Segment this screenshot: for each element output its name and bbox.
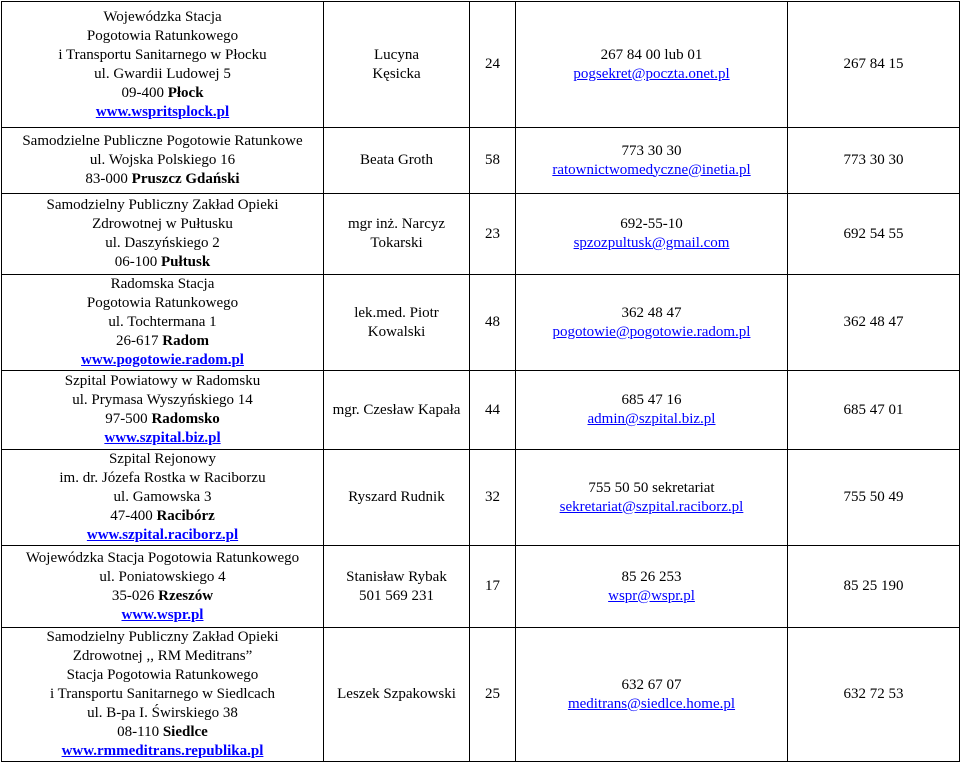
institution-line: ul. Gamowska 3 bbox=[113, 489, 212, 505]
institution-line: ul. Wojska Polskiego 16 bbox=[89, 152, 236, 168]
postal-code: 83-000 bbox=[85, 171, 128, 187]
phone-number: 362 48 47 bbox=[621, 304, 682, 321]
institution-line: im. dr. Józefa Rostka w Raciborzu bbox=[59, 470, 266, 486]
director-line: Kowalski bbox=[367, 323, 426, 340]
institution-cell bbox=[2, 275, 324, 371]
institution-cell bbox=[2, 2, 324, 128]
institution-line: ul. Gwardii Ludowej 5 bbox=[94, 65, 231, 82]
email-link[interactable]: meditrans@siedlce.home.pl bbox=[567, 695, 736, 712]
ambulance-stations-table bbox=[1, 1, 960, 762]
phone-number: 632 67 07 bbox=[621, 676, 682, 693]
contact-cell bbox=[516, 194, 788, 275]
phone-number: 267 84 00 lub 01 bbox=[600, 46, 703, 63]
postal-code: 09-400 bbox=[121, 84, 164, 101]
contact-cell bbox=[516, 2, 788, 128]
postal-city bbox=[5, 253, 320, 272]
count-cell: 25 bbox=[470, 628, 516, 762]
postal-code: 35-026 bbox=[111, 587, 155, 604]
postal-code: 47-400 bbox=[110, 508, 153, 524]
contact-cell bbox=[516, 628, 788, 762]
institution-line: Szpital Powiatowy w Radomsku bbox=[64, 373, 261, 389]
institution-line: Samodzielny Publiczny Zakład Opieki bbox=[46, 197, 279, 213]
city-name: Siedlce bbox=[162, 724, 208, 740]
postal-code: 06-100 bbox=[114, 254, 158, 270]
table-row bbox=[2, 628, 960, 762]
contact-cell bbox=[516, 371, 788, 450]
table-row bbox=[2, 194, 960, 275]
institution-cell bbox=[2, 128, 324, 194]
director-cell bbox=[324, 275, 470, 371]
director-cell bbox=[324, 450, 470, 546]
email-link[interactable]: pogsekret@poczta.onet.pl bbox=[573, 65, 730, 82]
director-line: Kęsicka bbox=[372, 65, 421, 82]
director-line: Ryszard Rudnik bbox=[348, 489, 445, 505]
phone-number: 692-55-10 bbox=[620, 216, 683, 232]
count-cell: 44 bbox=[470, 371, 516, 450]
table-row bbox=[2, 275, 960, 371]
postal-code: 26-617 bbox=[116, 333, 159, 349]
director-cell bbox=[324, 2, 470, 128]
director-cell bbox=[324, 546, 470, 628]
institution-line: ul. Tochtermana 1 bbox=[108, 314, 217, 330]
fax-cell: 692 54 55 bbox=[788, 194, 960, 275]
institution-line: Pogotowia Ratunkowego bbox=[86, 27, 239, 44]
contact-cell bbox=[516, 275, 788, 371]
director-cell bbox=[324, 194, 470, 275]
postal-city bbox=[5, 723, 320, 742]
institution-cell bbox=[2, 450, 324, 546]
fax-cell: 773 30 30 bbox=[788, 128, 960, 194]
institution-line: Samodzielny Publiczny Zakład Opieki bbox=[46, 629, 279, 645]
fax-cell: 755 50 49 bbox=[788, 450, 960, 546]
contact-cell bbox=[516, 450, 788, 546]
institution-cell bbox=[2, 546, 324, 628]
contact-cell bbox=[516, 128, 788, 194]
director-line: Beata Groth bbox=[360, 152, 433, 168]
director-line: mgr. Czesław Kapała bbox=[332, 401, 461, 418]
institution-line: ul. Prymasa Wyszyńskiego 14 bbox=[72, 392, 253, 408]
postal-city bbox=[5, 84, 320, 103]
website-link[interactable]: www.szpital.raciborz.pl bbox=[86, 527, 239, 543]
website-link[interactable]: www.szpital.biz.pl bbox=[104, 430, 221, 446]
director-line: Stanisław Rybak bbox=[346, 568, 447, 585]
institution-line: Stacja Pogotowia Ratunkowego bbox=[66, 667, 259, 683]
phone-number: 755 50 50 sekretariat bbox=[588, 479, 715, 496]
institution-line: ul. Daszyńskiego 2 bbox=[105, 235, 220, 251]
city-name: Pułtusk bbox=[161, 254, 211, 270]
director-line: 501 569 231 bbox=[359, 587, 434, 604]
director-cell bbox=[324, 628, 470, 762]
city-name: Pruszcz Gdański bbox=[131, 171, 240, 187]
count-cell: 23 bbox=[470, 194, 516, 275]
institution-line: i Transportu Sanitarnego w Siedlcach bbox=[50, 686, 275, 702]
fax-cell: 85 25 190 bbox=[788, 546, 960, 628]
institution-line: ul. B-pa I. Świrskiego 38 bbox=[87, 705, 238, 721]
count-cell: 24 bbox=[470, 2, 516, 128]
institution-line: Zdrowotnej ,, RM Meditrans” bbox=[72, 648, 253, 664]
institution-line: Szpital Rejonowy bbox=[108, 451, 217, 467]
table-row bbox=[2, 128, 960, 194]
count-cell: 48 bbox=[470, 275, 516, 371]
institution-line: Wojewódzka Stacja Pogotowia Ratunkowego bbox=[25, 549, 300, 566]
director-line: Tokarski bbox=[370, 235, 423, 251]
email-link[interactable]: ratownictwomedyczne@inetia.pl bbox=[552, 161, 751, 178]
director-line: mgr inż. Narcyz bbox=[347, 216, 446, 232]
website-link[interactable]: www.wspr.pl bbox=[121, 606, 204, 623]
postal-code: 97-500 bbox=[105, 411, 148, 427]
institution-line: i Transportu Sanitarnego w Płocku bbox=[58, 46, 267, 63]
postal-city bbox=[5, 170, 320, 189]
email-link[interactable]: admin@szpital.biz.pl bbox=[587, 411, 716, 427]
email-link[interactable]: sekretariat@szpital.raciborz.pl bbox=[559, 498, 744, 515]
postal-city bbox=[5, 332, 320, 351]
institution-cell bbox=[2, 371, 324, 450]
email-link[interactable]: spzozpultusk@gmail.com bbox=[573, 235, 730, 251]
count-cell: 58 bbox=[470, 128, 516, 194]
website-link[interactable]: www.wspritsplock.pl bbox=[95, 103, 230, 120]
postal-city bbox=[5, 507, 320, 526]
institution-cell bbox=[2, 628, 324, 762]
director-line: Leszek Szpakowski bbox=[337, 686, 456, 702]
city-name: Radomsko bbox=[151, 411, 220, 427]
contact-cell bbox=[516, 546, 788, 628]
city-name: Rzeszów bbox=[158, 587, 214, 604]
postal-city bbox=[5, 410, 320, 429]
table-body bbox=[2, 2, 960, 762]
phone-number: 773 30 30 bbox=[621, 142, 682, 159]
director-line: Lucyna bbox=[374, 46, 419, 63]
institution-cell bbox=[2, 194, 324, 275]
postal-code: 08-110 bbox=[117, 724, 160, 740]
website-link[interactable]: www.pogotowie.radom.pl bbox=[81, 352, 244, 368]
phone-number: 85 26 253 bbox=[621, 568, 682, 585]
phone-number: 685 47 16 bbox=[621, 392, 682, 408]
institution-line: Samodzielne Publiczne Pogotowie Ratunkowe bbox=[22, 133, 303, 149]
fax-cell: 267 84 15 bbox=[788, 2, 960, 128]
email-link[interactable]: pogotowie@pogotowie.radom.pl bbox=[552, 323, 751, 340]
fax-cell: 632 72 53 bbox=[788, 628, 960, 762]
fax-cell: 362 48 47 bbox=[788, 275, 960, 371]
table-row bbox=[2, 546, 960, 628]
email-link[interactable]: wspr@wspr.pl bbox=[608, 587, 695, 604]
city-name: Racibórz bbox=[156, 508, 215, 524]
institution-line: Wojewódzka Stacja bbox=[103, 8, 222, 25]
fax-cell: 685 47 01 bbox=[788, 371, 960, 450]
postal-city bbox=[5, 587, 320, 606]
city-name: Radom bbox=[162, 333, 209, 349]
city-name: Płock bbox=[167, 84, 204, 101]
table-row bbox=[2, 2, 960, 128]
institution-line: Pogotowia Ratunkowego bbox=[86, 295, 239, 311]
website-link[interactable]: www.rmmeditrans.republika.pl bbox=[61, 743, 264, 759]
table-row bbox=[2, 450, 960, 546]
table-row bbox=[2, 371, 960, 450]
institution-line: Radomska Stacja bbox=[110, 276, 215, 292]
institution-line: Zdrowotnej w Pułtusku bbox=[92, 216, 233, 232]
count-cell: 17 bbox=[470, 546, 516, 628]
director-cell bbox=[324, 128, 470, 194]
count-cell: 32 bbox=[470, 450, 516, 546]
director-line: lek.med. Piotr bbox=[354, 304, 439, 321]
institution-line: ul. Poniatowskiego 4 bbox=[99, 568, 226, 585]
director-cell bbox=[324, 371, 470, 450]
